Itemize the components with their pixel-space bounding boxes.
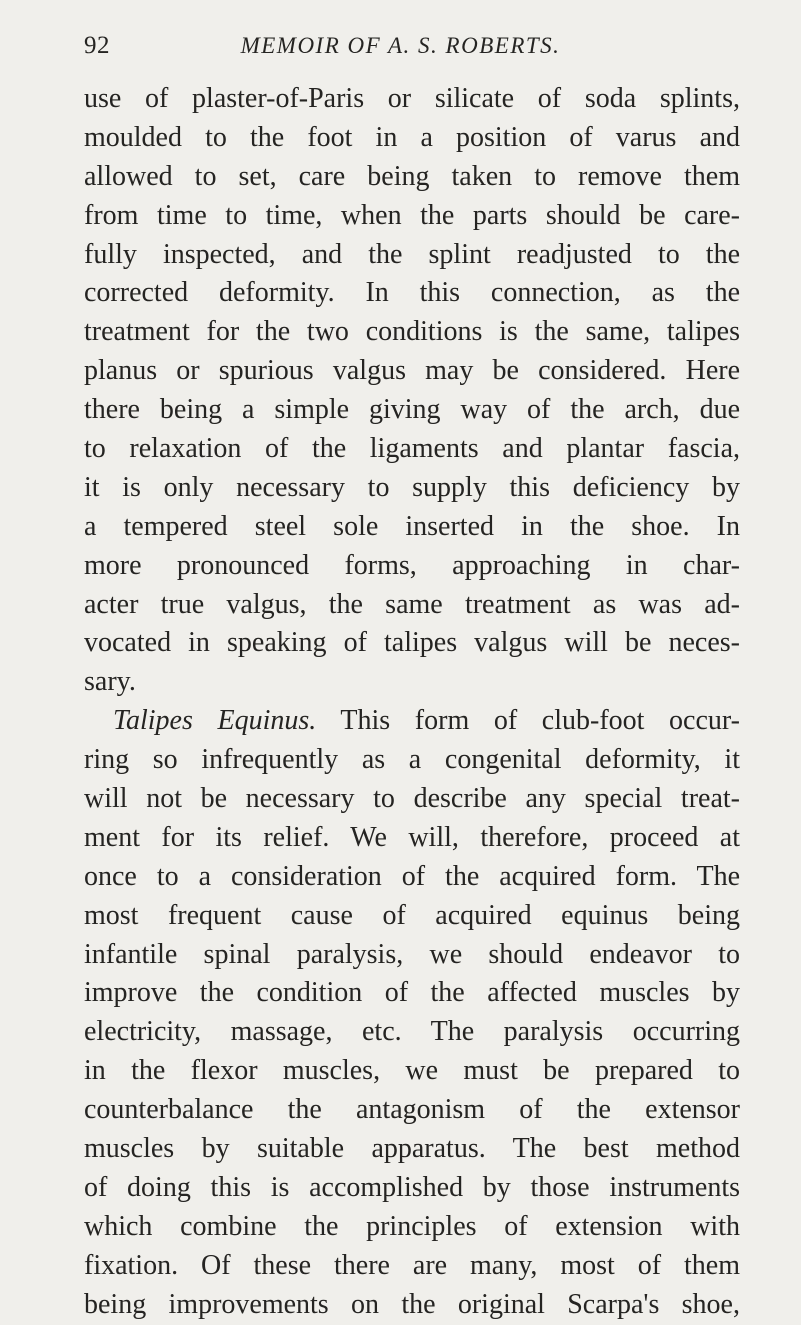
- section-heading: Talipes Equinus.: [113, 705, 317, 737]
- text-line: to relaxation of the ligaments and plantar fascia,: [84, 433, 740, 465]
- text-line: more pronounced forms, approaching in char-: [84, 549, 740, 581]
- text-line: which combine the principles of extension with: [84, 1210, 740, 1242]
- page-header: [0, 32, 801, 62]
- text-line: a tempered steel sole inserted in the shoe. In: [84, 510, 740, 542]
- text-line: electricity, massage, etc. The paralysis occurring: [84, 1016, 740, 1048]
- text-line: vocated in speaking of talipes valgus will be neces-: [84, 627, 740, 659]
- text-line: acter true valgus, the same treatment as was ad-: [84, 588, 740, 620]
- body-text: [84, 80, 740, 1325]
- running-title: MEMOIR OF A. S. ROBERTS.: [240, 33, 561, 58]
- text-line: sary.: [84, 666, 136, 698]
- text-line: corrected deformity. In this connection, as the: [84, 277, 740, 309]
- text-line: from time to time, when the parts should be care-: [84, 199, 740, 231]
- text-line: infantile spinal paralysis, we should endeavor to: [84, 938, 740, 970]
- text-line: planus or spurious valgus may be considered. Here: [84, 355, 740, 387]
- text-line: in the flexor muscles, we must be prepared to: [84, 1055, 740, 1087]
- text-line: once to a consideration of the acquired form. The: [84, 860, 740, 892]
- text-line: of doing this is accomplished by those instruments: [84, 1171, 740, 1203]
- text-line: ment for its relief. We will, therefore, proceed at: [84, 821, 740, 853]
- text-line: muscles by suitable apparatus. The best method: [84, 1133, 740, 1165]
- text-line: it is only necessary to supply this deficiency by: [84, 471, 740, 503]
- text-line: improve the condition of the affected muscles by: [84, 977, 740, 1009]
- text-line: treatment for the two conditions is the same, talipes: [84, 316, 740, 348]
- text-line: fully inspected, and the splint readjusted to the: [84, 238, 740, 270]
- page-number: 92: [84, 32, 110, 59]
- text-line: use of plaster-of-Paris or silicate of soda splints,: [84, 83, 740, 114]
- text-line: being improvements on the original Scarpa's shoe,: [84, 1288, 740, 1320]
- section-first-line-text: This form of club-foot occur-: [316, 705, 740, 737]
- text-line: fixation. Of these there are many, most of them: [84, 1249, 740, 1281]
- text-line: there being a simple giving way of the arch, due: [84, 394, 740, 426]
- text-line: will not be necessary to describe any special treat-: [84, 783, 740, 815]
- text-line: ring so infrequently as a congenital deformity, it: [84, 744, 740, 776]
- section-opening-line: [84, 702, 740, 741]
- text-line: most frequent cause of acquired equinus being: [84, 899, 740, 931]
- text-line: moulded to the foot in a position of varus and: [84, 121, 740, 153]
- text-line: allowed to set, care being taken to remove them: [84, 160, 740, 192]
- text-line: counterbalance the antagonism of the extensor: [84, 1094, 740, 1126]
